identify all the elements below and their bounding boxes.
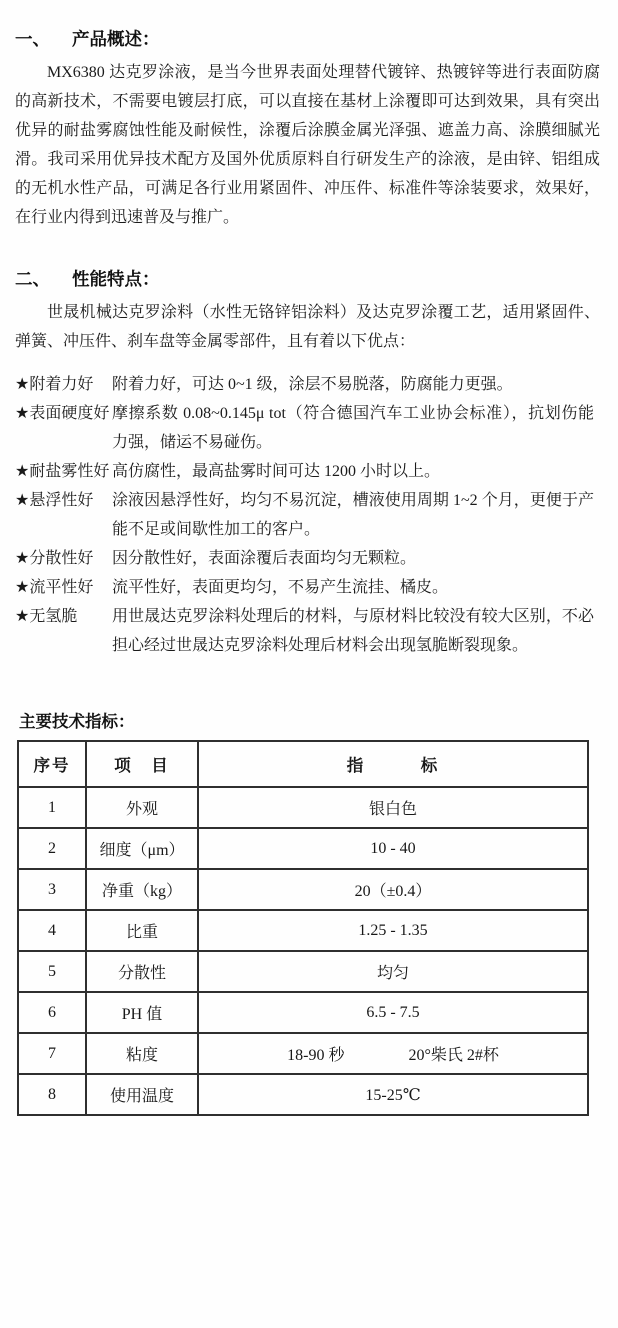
feature-description: 摩擦系数 0.08~0.145μ tot（符合德国汽车工业协会标准），抗划伤能力强，储运不易碰伤。: [112, 405, 594, 451]
table-row: [18, 1074, 588, 1115]
feature-item-hardness: [15, 399, 600, 457]
column-header-index: 序号: [18, 741, 86, 787]
item-cell: PH 值: [86, 992, 198, 1033]
feature-label: 耐盐雾性好: [29, 463, 110, 480]
star-icon: ★: [15, 376, 30, 393]
item-cell: 外观: [86, 787, 198, 828]
feature-item-leveling: [15, 573, 600, 602]
star-icon: ★: [15, 405, 30, 422]
feature-item-suspension: [15, 486, 600, 544]
value-cell: 1.25 - 1.35: [198, 910, 588, 951]
feature-term: [15, 457, 112, 486]
feature-label: 附着力好: [29, 376, 94, 393]
section-overview-number: 一、: [15, 29, 50, 49]
item-cell: 分散性: [86, 951, 198, 992]
feature-label: 无氢脆: [29, 608, 78, 625]
feature-label: 悬浮性好: [29, 492, 94, 509]
item-cell: 净重（kg）: [86, 869, 198, 910]
feature-term: [15, 602, 112, 631]
features-intro-paragraph: 世晟机械达克罗涂料（水性无铬锌铝涂料）及达克罗涂覆工艺，适用紧固件、弹簧、冲压件、刹车盘等金属零部件，且有着以下优点：: [15, 304, 600, 350]
item-cell: 使用温度: [86, 1074, 198, 1115]
table-row: [18, 787, 588, 828]
star-icon: ★: [15, 550, 30, 567]
overview-paragraph: MX6380 达克罗涂液，是当今世界表面处理替代镀锌、热镀锌等进行表面防腐的高新技术，不需要电镀层打底，可以直接在基材上涂覆即可达到效果，具有突出优异的耐盐雾腐蚀性能及耐候性，涂覆后涂膜金属光泽强、遮盖力高、涂膜细腻光滑。我司采用优异技术配方及国外优质原料自行研发生产的涂液，是由锌、铝组成的无机水性产品，可满足各行业用紧固件、冲压件、标准件等涂装要求，效果好，在行业内得到迅速普及与推广。: [15, 64, 600, 226]
feature-description: 因分散性好，表面涂覆后表面均匀无颗粒。: [112, 550, 417, 567]
value-cell: 18-90 秒 20°柴氏 2#杯: [198, 1033, 588, 1074]
table-row: [18, 992, 588, 1033]
feature-term: [15, 573, 112, 602]
feature-label: 表面硬度好: [29, 405, 110, 422]
item-cell: 粘度: [86, 1033, 198, 1074]
table-row: [18, 1033, 588, 1074]
feature-description: 流平性好，表面更均匀，不易产生流挂、橘皮。: [112, 579, 449, 596]
row-index-cell: 4: [18, 910, 86, 951]
row-index-cell: 6: [18, 992, 86, 1033]
section-features-title: 性能特点：: [72, 269, 160, 289]
item-cell: 细度（μm）: [86, 828, 198, 869]
row-index-cell: 2: [18, 828, 86, 869]
value-cell: 银白色: [198, 787, 588, 828]
feature-description: 高仿腐性，最高盐雾时间可达 1200 小时以上。: [112, 463, 441, 480]
item-cell: 比重: [86, 910, 198, 951]
value-cell: 均匀: [198, 951, 588, 992]
feature-term: [15, 399, 112, 428]
star-icon: ★: [15, 492, 30, 509]
star-icon: ★: [15, 463, 30, 480]
table-row: [18, 828, 588, 869]
section-features-number: 二、: [15, 269, 50, 289]
column-header-indicator: 指 标: [198, 741, 588, 787]
row-index-cell: 3: [18, 869, 86, 910]
feature-description: 涂液因悬浮性好，均匀不易沉淀，槽液使用周期 1~2 个月，更便于产能不足或间歇性加工的客户。: [112, 492, 594, 538]
specs-header-row: [18, 741, 588, 787]
column-header-item: 项 目: [86, 741, 198, 787]
value-cell: 6.5 - 7.5: [198, 992, 588, 1033]
value-cell: 15-25℃: [198, 1074, 588, 1115]
feature-item-no-hydrogen-embrittlement: [15, 602, 600, 660]
feature-description: 附着力好，可达 0~1 级，涂层不易脱落，防腐能力更强。: [112, 376, 513, 393]
table-row: [18, 869, 588, 910]
feature-term: [15, 544, 112, 573]
star-icon: ★: [15, 579, 30, 596]
feature-item-salt-spray: [15, 457, 600, 486]
table-row: [18, 910, 588, 951]
feature-item-adhesion: [15, 370, 600, 399]
value-cell: 10 - 40: [198, 828, 588, 869]
feature-term: [15, 370, 112, 399]
row-index-cell: 5: [18, 951, 86, 992]
row-index-cell: 1: [18, 787, 86, 828]
specs-title: 主要技术指标：: [19, 712, 135, 731]
table-row: [18, 951, 588, 992]
feature-term: [15, 486, 112, 515]
feature-label: 流平性好: [29, 579, 94, 596]
value-cell: 20（±0.4）: [198, 869, 588, 910]
section-features-heading: [15, 268, 600, 290]
section-overview-title: 产品概述：: [72, 29, 160, 49]
feature-label: 分散性好: [29, 550, 94, 567]
row-index-cell: 8: [18, 1074, 86, 1115]
specs-table: [17, 740, 589, 1116]
feature-item-dispersion: [15, 544, 600, 573]
row-index-cell: 7: [18, 1033, 86, 1074]
feature-description: 用世晟达克罗涂料处理后的材料，与原材料比较没有较大区别，不必担心经过世晟达克罗涂料处理后材料会出现氢脆断裂现象。: [112, 608, 594, 654]
feature-list: [15, 370, 600, 660]
star-icon: ★: [15, 608, 30, 625]
section-overview-heading: [15, 28, 600, 50]
